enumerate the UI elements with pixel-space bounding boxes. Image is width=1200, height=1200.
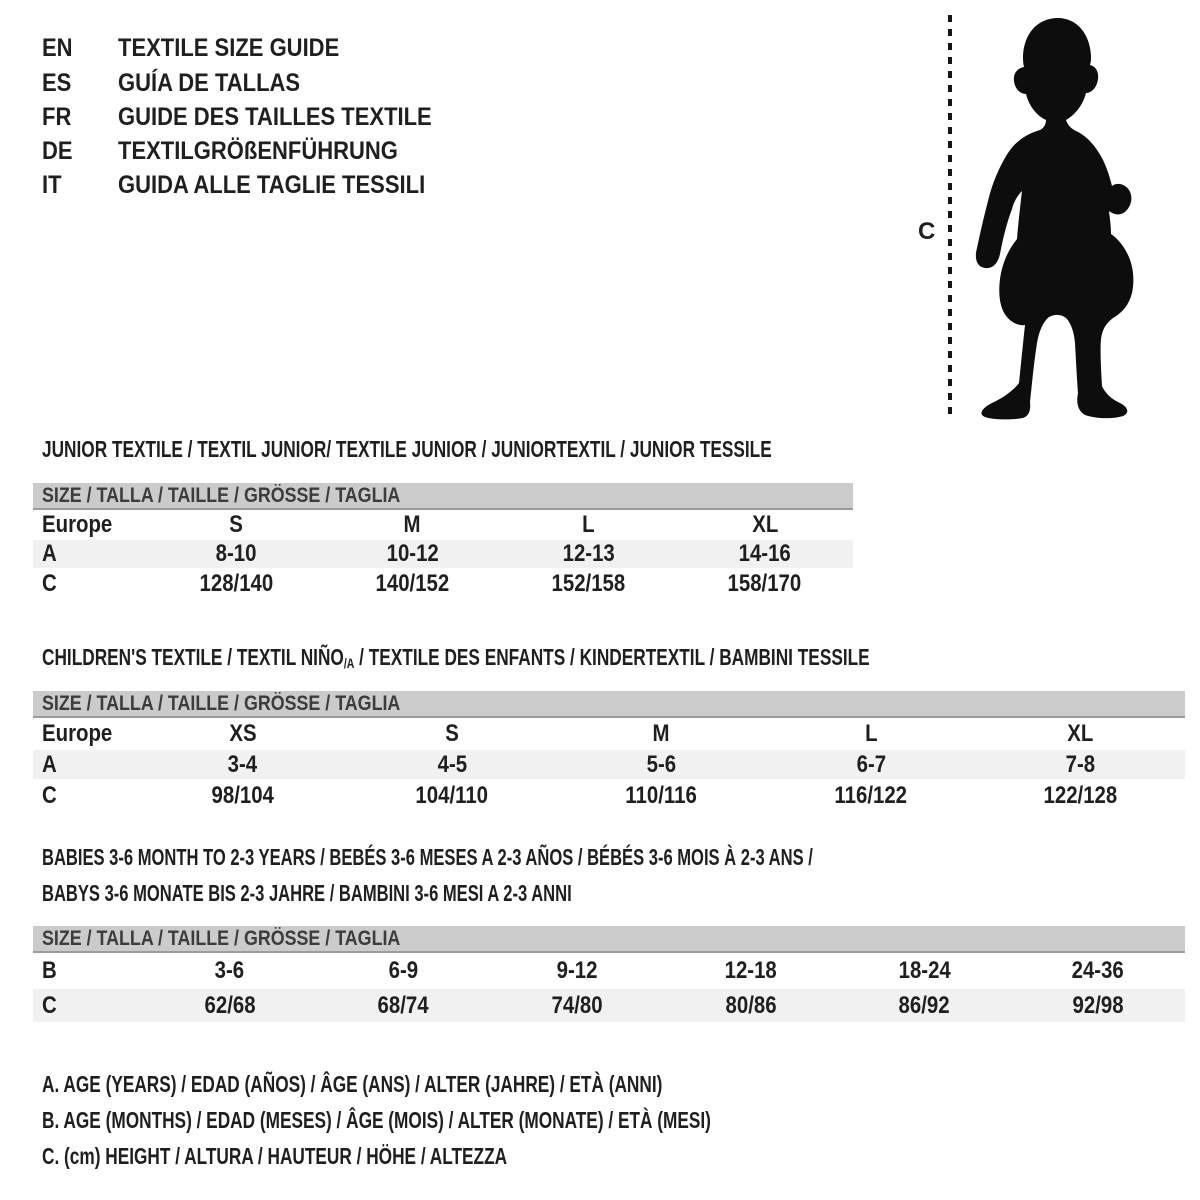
junior-table-row-a: [33, 540, 853, 568]
column-header: L: [582, 511, 595, 538]
table-cell: 86/92: [898, 991, 951, 1019]
row-label: C: [42, 991, 57, 1019]
column-header: S: [445, 720, 459, 747]
babies-table-row-b: [33, 953, 1185, 989]
legend-line-c: C. (cm) HEIGHT / ALTURA / HAUTEUR / HÖHE / ALTEZZA: [42, 1143, 508, 1169]
nino-a-subscript: /A: [343, 655, 355, 671]
language-row-es: [42, 70, 325, 96]
table-cell: 5-6: [646, 750, 677, 778]
table-cell: 3-6: [215, 957, 245, 984]
row-label: C: [42, 569, 57, 597]
table-cell: 18-24: [898, 957, 951, 984]
column-header: M: [652, 720, 670, 747]
language-title: GUÍA DE TALLAS: [118, 69, 301, 97]
babies-size-header-bar: SIZE / TALLA / TAILLE / GRÖSSE / TAGLIA: [33, 926, 1185, 953]
toddler-silhouette: [962, 12, 1162, 422]
language-title: TEXTILE SIZE GUIDE: [118, 34, 340, 62]
language-code: DE: [42, 137, 73, 165]
language-code: FR: [42, 103, 72, 131]
table-cell: 98/104: [211, 781, 274, 809]
babies-section-title-line2: BABYS 3-6 MONATE BIS 2-3 JAHRE / BAMBINI 3-6 MESI A 2-3 ANNI: [42, 880, 572, 906]
table-cell: 3-4: [227, 750, 258, 778]
children-table-row-c: [33, 779, 1185, 812]
table-cell: 80/86: [725, 991, 777, 1019]
table-cell: 122/128: [1043, 781, 1118, 809]
table-cell: 92/98: [1072, 991, 1124, 1019]
legend-line-a: A. AGE (YEARS) / EDAD (AÑOS) / ÂGE (ANS) / ALTER (JAHRE) / ETÀ (ANNI): [42, 1071, 663, 1097]
table-cell: 9-12: [556, 957, 598, 984]
column-header: XL: [1067, 720, 1094, 747]
language-row-de: [42, 138, 436, 164]
language-code: IT: [42, 171, 62, 199]
table-cell: 12-18: [724, 957, 777, 984]
language-row-en: [42, 35, 369, 61]
children-section-title: CHILDREN'S TEXTILE / TEXTIL NIÑO/A / TEXTILE DES ENFANTS / KINDERTEXTIL / BAMBINI TESSILE: [42, 644, 870, 671]
language-row-it: [42, 172, 467, 198]
table-cell: 68/74: [377, 991, 430, 1019]
babies-section-title-line1: BABIES 3-6 MONTH TO 2-3 YEARS / BEBÉS 3-6 MESES A 2-3 AÑOS / BÉBÉS 3-6 MOIS À 2-3 ANS /: [42, 844, 813, 870]
table-cell: 6-9: [388, 957, 419, 984]
column-header: Europe: [42, 720, 113, 747]
column-header: S: [229, 511, 243, 538]
table-cell: 140/152: [375, 569, 450, 597]
height-measure-dotted-line: [948, 15, 952, 418]
junior-table-row-c: [33, 568, 853, 599]
table-cell: 152/158: [551, 569, 626, 597]
table-cell: 6-7: [856, 750, 886, 778]
row-label: A: [42, 750, 57, 778]
column-header: M: [403, 511, 421, 538]
column-header: L: [864, 720, 878, 747]
language-code: EN: [42, 34, 73, 62]
language-title: TEXTILGRÖßENFÜHRUNG: [118, 137, 398, 165]
measure-label-c: C: [918, 218, 936, 245]
table-cell: 8-10: [215, 540, 257, 567]
column-header: Europe: [42, 511, 113, 538]
table-cell: 110/116: [625, 781, 698, 809]
row-label: C: [42, 781, 57, 809]
children-table-header-row: [33, 718, 1185, 750]
table-cell: 116/122: [834, 781, 908, 809]
table-cell: 12-13: [562, 540, 615, 567]
language-row-fr: [42, 104, 475, 130]
table-cell: 104/110: [415, 781, 489, 809]
table-cell: 10-12: [386, 540, 439, 567]
language-title: GUIDA ALLE TAGLIE TESSILI: [118, 171, 426, 199]
junior-section-title: JUNIOR TEXTILE / TEXTIL JUNIOR/ TEXTILE JUNIOR / JUNIORTEXTIL / JUNIOR TESSILE: [42, 436, 772, 462]
row-label: A: [42, 540, 57, 567]
legend-line-b: B. AGE (MONTHS) / EDAD (MESES) / ÂGE (MOIS) / ALTER (MONATE) / ETÀ (MESI): [42, 1107, 711, 1133]
junior-size-header-bar: SIZE / TALLA / TAILLE / GRÖSSE / TAGLIA: [33, 483, 853, 510]
table-cell: 4-5: [437, 750, 467, 778]
children-size-header-bar: SIZE / TALLA / TAILLE / GRÖSSE / TAGLIA: [33, 691, 1185, 718]
language-title: GUIDE DES TAILLES TEXTILE: [118, 103, 432, 131]
table-cell: 74/80: [551, 991, 603, 1019]
table-cell: 24-36: [1072, 957, 1125, 984]
column-header: XS: [229, 720, 257, 747]
junior-table-header-row: [33, 510, 853, 540]
children-table-row-a: [33, 750, 1185, 779]
row-label: B: [42, 957, 57, 984]
column-header: XL: [751, 511, 778, 538]
language-code: ES: [42, 69, 72, 97]
babies-table-row-c: [33, 989, 1185, 1022]
table-cell: 7-8: [1065, 750, 1096, 778]
table-cell: 14-16: [738, 540, 791, 567]
table-cell: 62/68: [204, 991, 256, 1019]
table-cell: 158/170: [727, 569, 802, 597]
table-cell: 128/140: [199, 569, 273, 597]
